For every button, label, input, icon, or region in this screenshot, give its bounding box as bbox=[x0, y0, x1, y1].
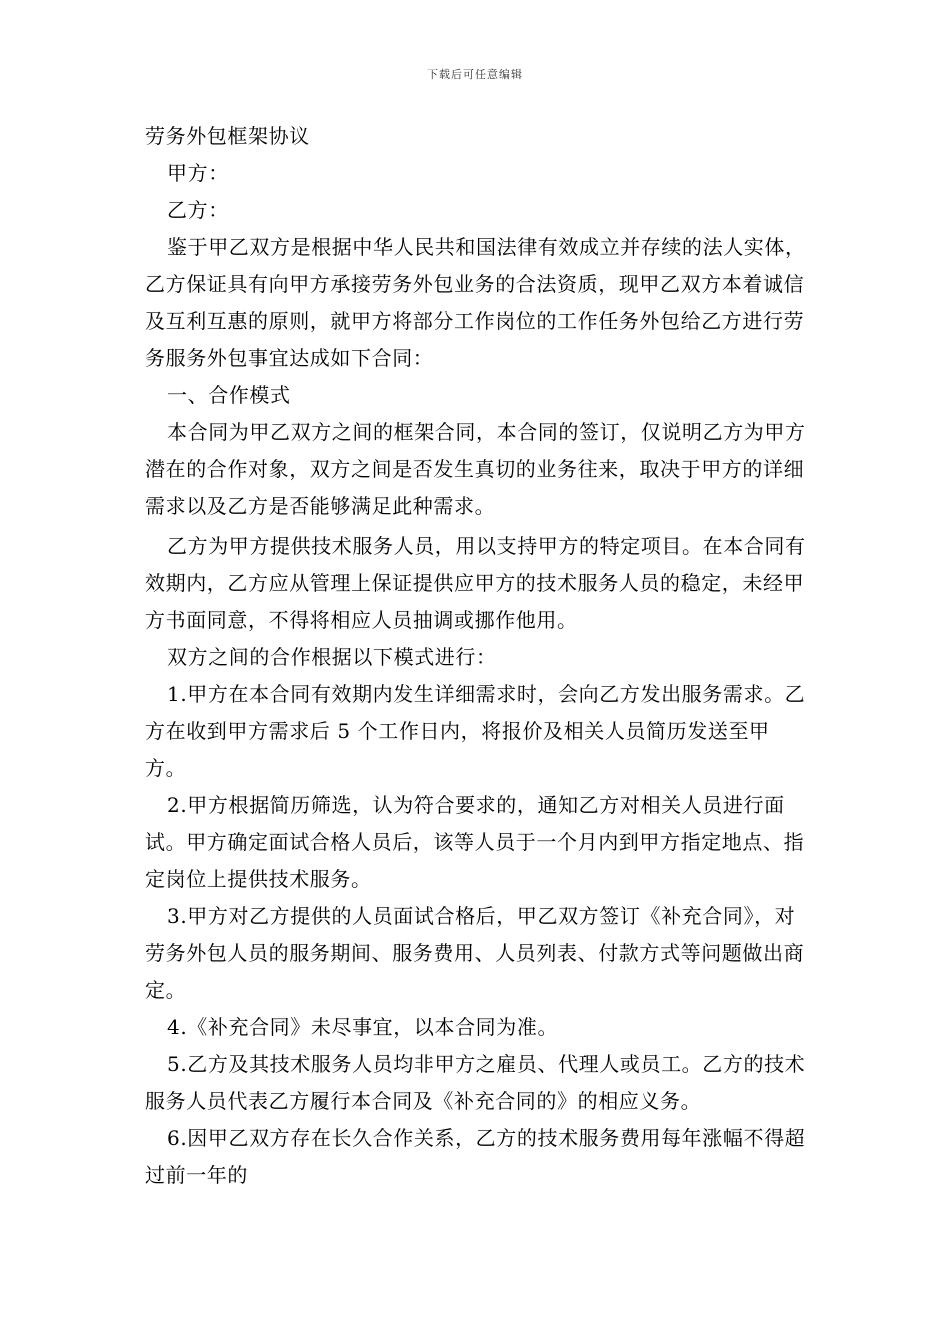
clause-1: 1.甲方在本合同有效期内发生详细需求时，会向乙方发出服务需求。乙方在收到甲方需求后 5 个工作日内，将报价及相关人员简历发送至甲方。 bbox=[145, 682, 806, 780]
party-b-line: 乙方： bbox=[167, 198, 229, 222]
header-note: 下载后可任意编辑 bbox=[427, 68, 523, 81]
section-heading-cooperation-mode: 一、合作模式 bbox=[167, 383, 291, 407]
paragraph-cooperation-intro: 双方之间的合作根据以下模式进行： bbox=[167, 645, 497, 669]
clause-2: 2.甲方根据简历筛选，认为符合要求的，通知乙方对相关人员进行面试。甲方确定面试合格人员后，该等人员于一个月内到甲方指定地点、指定岗位上提供技术服务。 bbox=[145, 793, 805, 891]
party-a-line: 甲方： bbox=[167, 161, 229, 185]
clause-6: 6.因甲乙双方存在长久合作关系，乙方的技术服务费用每年涨幅不得超过前一年的 bbox=[145, 1126, 806, 1187]
preamble-paragraph: 鉴于甲乙双方是根据中华人民共和国法律有效成立并存续的法人实体，乙方保证具有向甲方承接劳务外包业务的合法资质，现甲乙双方本着诚信及互利互惠的原则，就甲方将部分工作岗位的工作任务外包给乙方进行劳务服务外包事宜达成如下合同： bbox=[145, 235, 806, 370]
document-body bbox=[145, 118, 809, 1194]
clause-4: 4.《补充合同》未尽事宜，以本合同为准。 bbox=[167, 1015, 559, 1039]
clause-5: 5.乙方及其技术服务人员均非甲方之雇员、代理人或员工。乙方的技术服务人员代表乙方履行本合同及《补充合同的》的相应义务。 bbox=[145, 1052, 806, 1113]
clause-3: 3.甲方对乙方提供的人员面试合格后，甲乙双方签订《补充合同》，对劳务外包人员的服务期间、服务费用、人员列表、付款方式等问题做出商定。 bbox=[145, 904, 805, 1002]
document-title: 劳务外包框架协议 bbox=[145, 124, 310, 148]
paragraph-framework-contract: 本合同为甲乙双方之间的框架合同，本合同的签订，仅说明乙方为甲方潜在的合作对象，双方之间是否发生真切的业务往来，取决于甲方的详细需求以及乙方是否能够满足此种需求。 bbox=[145, 420, 806, 518]
paragraph-technical-staff: 乙方为甲方提供技术服务人员，用以支持甲方的特定项目。在本合同有效期内，乙方应从管理上保证提供应甲方的技术服务人员的稳定，未经甲方书面同意，不得将相应人员抽调或挪作他用。 bbox=[145, 534, 806, 632]
